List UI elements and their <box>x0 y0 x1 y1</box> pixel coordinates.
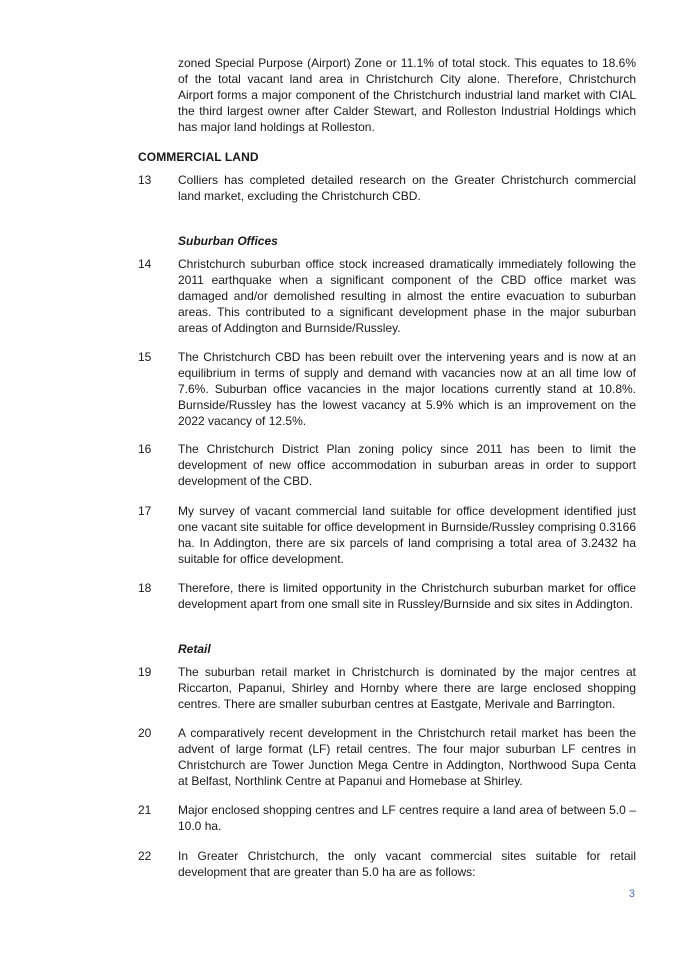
paragraph-number: 17 <box>138 504 152 518</box>
subheading-retail: Retail <box>178 642 211 656</box>
paragraph-14 <box>138 256 636 336</box>
paragraph-number: 20 <box>138 726 152 740</box>
paragraph-text: A comparatively recent development in the Christchurch retail market has been the advent of large format (LF) retail centres. The four major suburban LF centres in Christchurch are Tower Junction Mega Centre in Addington, Northwood Supa Centa at Belfast, Northlink Centre at Papanui and Homebase at Shirley. <box>178 726 636 788</box>
paragraph-number: 15 <box>138 350 152 364</box>
paragraph-number: 22 <box>138 849 152 863</box>
paragraph-text: My survey of vacant commercial land suitable for office development identified just one vacant site suitable for office development in Burnside/Russley comprising 0.3166 ha. In Addington, there are six parcels of land comprising a total area of 3.2432 ha suitable for office development. <box>178 504 636 566</box>
paragraph-17 <box>138 503 636 567</box>
paragraph-number: 21 <box>138 803 152 817</box>
paragraph-text: The Christchurch District Plan zoning policy since 2011 has been to limit the development of new office accommodation in suburban areas in order to support development of the CBD. <box>178 442 636 488</box>
paragraph-19 <box>138 664 636 712</box>
paragraph-text: Therefore, there is limited opportunity in the Christchurch suburban market for office development apart from one small site in Russley/Burnside and six sites in Addington. <box>178 581 636 611</box>
paragraph-number: 18 <box>138 581 152 595</box>
paragraph-16 <box>138 441 636 489</box>
paragraph-text: The Christchurch CBD has been rebuilt over the intervening years and is now at an equilibrium in terms of supply and demand with vacancies now at an all time low of 7.6%. Suburban office vacancies in the major locations currently stand at 10.8%. Burnside/Russley has the lowest vacancy at 5.9% which is an improvement on the 2022 vacancy of 12.5%. <box>178 350 636 428</box>
intro-paragraph: zoned Special Purpose (Airport) Zone or 11.1% of total stock. This equates to 18.6% of the total vacant land area in Christchurch City alone. Therefore, Christchurch Airport forms a major component of the Christchurch industrial land market with CIAL the third largest owner after Calder Stewart, and Rolleston Industrial Holdings which has major land holdings at Rolleston. <box>178 56 636 134</box>
paragraph-text: Christchurch suburban office stock increased dramatically immediately following the 2011 earthquake when a significant component of the CBD office market was damaged and/or demolished resulting in almost the entire evacuation to suburban areas. This contributed to a significant development phase in the major suburban areas of Addington and Burnside/Russley. <box>178 257 636 335</box>
paragraph-21 <box>138 802 636 834</box>
section-heading-commercial-land: COMMERCIAL LAND <box>138 150 259 164</box>
paragraph-text: Major enclosed shopping centres and LF centres require a land area of between 5.0 – 10.0 ha. <box>178 803 636 833</box>
paragraph-text: In Greater Christchurch, the only vacant commercial sites suitable for retail development that are greater than 5.0 ha are as follows: <box>178 849 636 879</box>
paragraph-number: 16 <box>138 442 152 456</box>
paragraph-number: 14 <box>138 257 152 271</box>
paragraph-13 <box>138 172 636 204</box>
subheading-suburban-offices: Suburban Offices <box>178 234 278 248</box>
paragraph-number: 19 <box>138 665 152 679</box>
paragraph-22 <box>138 848 636 880</box>
paragraph-20 <box>138 725 636 789</box>
paragraph-number: 13 <box>138 173 152 187</box>
paragraph-15 <box>138 349 636 429</box>
page-number: 3 <box>628 888 635 900</box>
paragraph-18 <box>138 580 636 612</box>
paragraph-text: The suburban retail market in Christchurch is dominated by the major centres at Riccarton, Papanui, Shirley and Hornby where there are large enclosed shopping centres. There are smaller suburban centres at Eastgate, Merivale and Barrington. <box>178 665 636 711</box>
paragraph-text: Colliers has completed detailed research on the Greater Christchurch commercial land market, excluding the Christchurch CBD. <box>178 173 636 203</box>
